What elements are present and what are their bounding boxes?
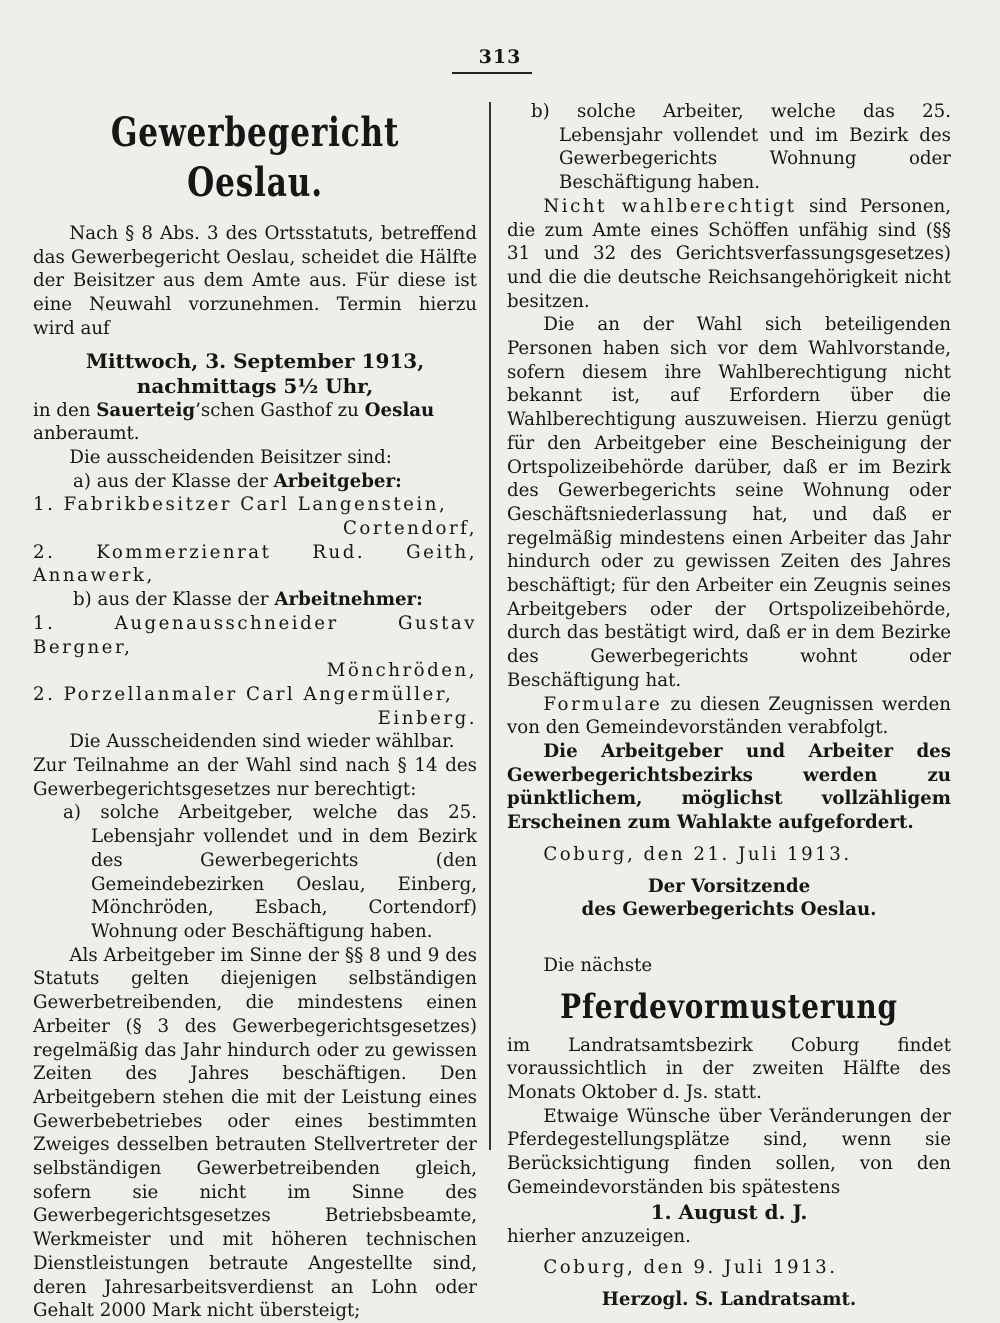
left-column (33, 100, 477, 1323)
submit-line: hierher anzuzeigen. (507, 1225, 691, 1247)
member-b2-place: Einberg. (377, 707, 477, 729)
employer-definition: Als Arbeitgeber im Sinne der §§ 8 und 9 des Statuts gelten diejenigen selbständigen Gewerbetreibenden, die mindestens einen Arbeiter (§ 3 des Gewerbegerichtsgesetzes) regelmäßig das Jahr hindurch oder zu gewissen Zeiten des Jahres beschäftigen. Den Arbeitgebern stehen die mit der Leistung eines Gewerbebetriebes oder eines bestimmten Zweiges desselben betrauten Stellvertreter der selbständigen Gewerbetreibenden gleich, sofern sie nicht im Sinne des Gewerbegerichtsgesetzes Betriebsbeamte, Werkmeister und mit höheren technischen Dienstleistungen betraute Angestellte sind, deren Jahresarbeitsverdienst an Lohn oder Gehalt 2000 Mark nicht übersteigt; (33, 944, 477, 1322)
member-b1: 1. Augenausschneider Gustav Bergner, (33, 612, 477, 658)
election-date: Mittwoch, 3. September 1913, (85, 348, 425, 373)
member-a1-place: Cortendorf, (343, 518, 477, 540)
forms-paragraph: Formulare zu diesen Zeugnissen werden von den Gemeindevorständen verabfolgt. (507, 693, 951, 739)
headline-pferdevormusterung: Pferdevormusterung (560, 986, 898, 1027)
eligibility-a: a) solche Arbeitgeber, welche das 25. Lebensjahr vollendet und in dem Bezirk des Gewerbegerichts (den Gemeindebezirken Oeslau, Einberg, Mönchröden, Esbach, Cortendorf) Wohnung oder Beschäftigung haben. (63, 802, 477, 942)
right-column (507, 100, 951, 1312)
signature-1-line2: des Gewerbegerichts Oeslau. (581, 899, 877, 921)
dateline-2: Coburg, den 9. Juli 1913. (543, 1257, 838, 1279)
wishes-paragraph: Etwaige Wünsche über Veränderungen der Pferdegestellungsplätze sind, wenn sie Berücksichtigung finden sollen, von den Gemeindevorständen bis spätestens (507, 1105, 951, 1198)
member-b1-place: Mönchröden, (326, 660, 477, 682)
signature-2: Herzogl. S. Landratsamt. (601, 1288, 857, 1310)
column-divider (489, 102, 491, 1150)
member-a1: 1. Fabrikbesitzer Carl Langenstein, (33, 494, 448, 516)
member-a2: 2. Kommerzienrat Rud. Geith, Annawerk, (33, 541, 477, 587)
page-number-rule (452, 72, 532, 74)
not-eligible-paragraph: Nicht wahlberechtigt sind Personen, die zum Amte eines Schöffen unfähig sind (§§ 31 und 32 des Gerichtsverfassungsgesetzes) und die die deutsche Reichsangehörigkeit nicht besitzen. (507, 195, 951, 312)
election-time: nachmittags 5½ Uhr, (136, 373, 374, 398)
dateline-1: Coburg, den 21. Juli 1913. (543, 843, 852, 865)
headline-gewerbegericht: Gewerbegericht Oeslau. (110, 109, 400, 206)
page-number: 313 (478, 46, 522, 68)
eligibility-b: b) solche Arbeiter, welche das 25. Lebensjahr vollendet und im Bezirk des Gewerbegerichts Wohnung oder Beschäftigung haben. (531, 101, 951, 194)
intro-paragraph: Nach § 8 Abs. 3 des Ortsstatuts, betreffend das Gewerbegericht Oeslau, scheidet die Hälfte der Beisitzer aus dem Amte aus. Für diese ist eine Neuwahl vorzunehmen. Termin hierzu wird auf (33, 223, 477, 339)
deadline-date: 1. August d. J. (650, 1199, 808, 1224)
class-a-heading: a) aus der Klasse der Arbeitgeber: (73, 470, 402, 492)
muster-paragraph: im Landratsamtsbezirk Coburg findet voraussichtlich in der zweiten Hälfte des Monats Oktober d. Js. statt. (507, 1034, 951, 1104)
signature-1-line1: Der Vorsitzende (647, 875, 811, 897)
venue-name: Sauerteig (96, 399, 196, 421)
venue-place: Oeslau (364, 399, 435, 421)
proof-paragraph: Die an der Wahl sich beteiligenden Personen haben sich vor dem Wahlvorstande, sofern diesem ihre Wahlberechtigung nicht bekannt ist, auf Erfordern über die Wahlberechtigung auszuweisen. Hierzu genügt für den Arbeitgeber eine Bescheinigung der Ortspolizeibehörde darüber, daß er im Bezirk des Gewerbegerichts seine Wohnung oder Geschäftsniederlassung hat, und daß er regelmäßig mindestens einen Arbeiter das Jahr hindurch oder zu gewissen Zeiten des Jahres beschäftigt; für den Arbeiter ein Zeugnis seines Arbeitgebers oder der Ortspolizeibehörde, durch das bestätigt wird, daß er in dem Bezirke des Gewerbegerichts wohnt oder Beschäftigung hat. (507, 314, 951, 691)
member-b2: 2. Porzellanmaler Carl Angermüller, (33, 683, 454, 705)
appeal-paragraph: Die Arbeitgeber und Arbeiter des Gewerbegerichtsbezirks werden zu pünktlichem, möglichst vollzähligem Erscheinen zum Wahlakte aufgefordert. (507, 740, 951, 834)
retiring-intro: Die ausscheidenden Beisitzer sind: (69, 446, 392, 468)
class-b-heading: b) aus der Klasse der Arbeitnehmer: (73, 589, 423, 611)
next-notice-intro: Die nächste (543, 954, 653, 976)
venue-line: in den Sauerteig’schen Gasthof zu Oeslau (33, 399, 435, 421)
venue-end: anberaumt. (33, 423, 140, 445)
reelection-note: Die Ausscheidenden sind wieder wählbar. (69, 731, 455, 753)
participation-intro: Zur Teilnahme an der Wahl sind nach § 14 des Gewerbegerichtsgesetzes nur berechtigt: (33, 755, 477, 800)
